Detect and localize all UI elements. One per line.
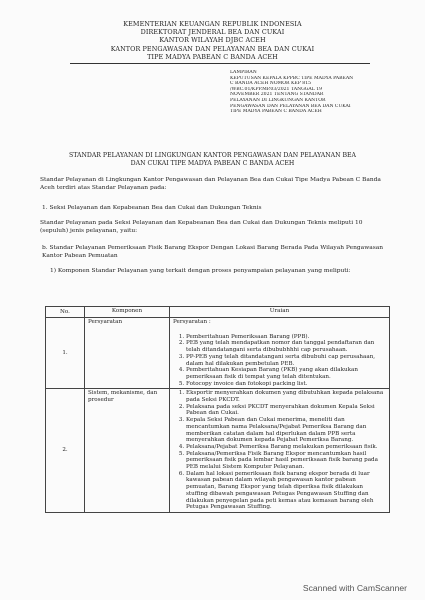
subsection-item: 1) Komponen Standar Pelayanan yang terkait dengan proses penyampaian pelayanan yang meliputi: <box>50 268 351 274</box>
letterhead <box>0 20 425 61</box>
lampiran-line: TIPE MADYA PABEAN C BANDA ACEH <box>230 109 322 115</box>
letterhead-line: KEMENTERIAN KEUANGAN REPUBLIK INDONESIA <box>123 20 302 28</box>
document-title <box>40 152 385 168</box>
lampiran-line: PENGAWASAN DAN PELAYANAN BEA DAN CUKAI <box>230 103 351 109</box>
list-item: 4. Pelaksana/Pejabat Pemeriksa Barang melakukan pemeriksaan fisik. <box>186 444 386 451</box>
row-uraian <box>170 389 390 513</box>
section-heading: 1. Seksi Pelayanan dan Kepabeanan Bea dan Cukai dan Dukungan Teknis <box>42 205 262 211</box>
list-item: 3. PP-PEB yang telah ditandatangani serta dibubuhi cap perusahaan, dalam hal dilakukan pembetulan PEB. <box>186 354 386 367</box>
table-header-row <box>46 307 390 318</box>
list-item: 2. PEB yang telah mendapatkan nomor dan tanggal pendaftaran dan telah ditandatangani serta dibububhhhi cap perusahaan. <box>186 340 386 353</box>
row-uraian <box>170 318 390 389</box>
title-line: DAN CUKAI TIPE MADYA PABEAN C BANDA ACEH <box>130 160 295 167</box>
letterhead-line: TIPE MADYA PABEAN C BANDA ACEH <box>147 52 278 61</box>
lampiran-line: LAMPIRAN <box>230 70 257 75</box>
list-item: 4. Pemberitahuan Kesiapan Barang (PKB) yang akan dilakukan pemeriksaan fisik di tempat yang telah ditentukan. <box>186 367 386 380</box>
list-item: 2. Pelaksana pada seksi PKCDT menyerahkan dokumen Kepala Seksi Pabean dan Cukai. <box>186 404 386 417</box>
row-komponen: Sistem, mekanisme, dan prosedur <box>85 389 170 513</box>
letterhead-divider <box>70 63 370 64</box>
subsection-heading: b. Standar Pelayanan Pemeriksaan Fisik Barang Ekspor Dengan Lokasi Barang Berada Pada Wilayah Pengawasan Kantor Pabean Pemuatan <box>42 245 384 259</box>
standard-table <box>45 306 390 513</box>
lampiran-line: KEPUTUSAN KEPALA KPPBC TIPE MADYA PABEAN <box>230 75 354 81</box>
row-no: 1. <box>46 318 85 389</box>
letterhead-line: KANTOR PENGAWASAN DAN PELAYANAN BEA DAN CUKAI <box>110 44 315 53</box>
list-item: 5. Pelaksana/Pemeriksa Fisik Barang Ekspor mencantumkan hasil pemeriksaan fisik pada lembar hasil pemeriksaan fisik barang pada PEB melalui Sistem Komputer Pelayanan. <box>186 451 386 471</box>
letterhead-line: DIREKTORAT JENDERAL BEA DAN CUKAI <box>140 28 285 37</box>
scanner-watermark: Scanned with CamScanner <box>302 583 407 593</box>
uraian-heading: Persyaratan : <box>173 319 211 325</box>
table-row <box>46 389 390 513</box>
row-no: 2. <box>46 389 85 513</box>
list-item: 1. Pemberitahuan Pemeriksaan Barang (PPB). <box>186 334 386 341</box>
table-row <box>46 318 390 389</box>
section-paragraph: Standar Pelayanan pada Seksi Pelayanan dan Kepabeanan Bea dan Cukai dan Dukungan Teknis meliputi 10 (sepuluh) jenis pelayanan, yaitu: <box>40 220 363 234</box>
list-item: 3. Kepala Seksi Pabean dan Cukai menerima, meneliti dan mencantumkan nama Pelaksana/Pejabat Pemeriksa Barang dan memberikan catatan dalam hal diperlukan dalam PPB serta menyerahkan dokumen kepada Pejabat Pemeriksa Barang. <box>186 417 386 444</box>
uraian-list <box>173 390 386 511</box>
header-komponen: Komponen <box>85 307 170 318</box>
lampiran-line: C BANDA ACEH NOMOR KEP 815 <box>230 81 312 87</box>
lampiran-line: /WBC.01/KPP.MP.03/2021 TANGGAL 19 <box>230 86 323 92</box>
list-item: 1. Eksportir menyerahkan dokumen yang dibutuhkan kepada pelaksana pada Seksi PKCDT. <box>186 390 386 403</box>
list-item: 5. Fotocopy invoice dan fotokopi packing list. <box>186 381 386 388</box>
list-item: 6. Dalam hal lokasi pemeriksaan fisik barang ekspor berada di luar kawasan pabean dalam wilayah pengawasan kantor pabean pemuatan, Barang Ekspor yang telah diperiksa fisik dilakukan stuffing dibawah pengawasan Petugas Pengawasan Stuffing dan dilakukan penyegelan pada peti kemas atau kemasan barang oleh Petugas Pengawasan Stuffing. <box>186 471 386 511</box>
row-komponen: Persyaratan <box>85 318 170 389</box>
intro-paragraph: Standar Pelayanan di Lingkungan Kantor Pengawasan dan Pelayanan Bea dan Cukai Tipe Madya Pabean C Banda Aceh terdiri atas Standar Pelayanan pada: <box>40 177 381 191</box>
lampiran-block <box>230 70 400 115</box>
title-line: STANDAR PELAYANAN DI LINGKUNGAN KANTOR PENGAWASAN DAN PELAYANAN BEA <box>68 152 357 159</box>
letterhead-line: KANTOR WILAYAH DJBC ACEH <box>159 36 266 45</box>
lampiran-line: NOVEMBER 2021 TENTANG STANDAR <box>230 92 324 98</box>
header-uraian: Uraian <box>170 307 390 318</box>
lampiran-line: PELAYANAN DI LINGKUNGAN KANTOR <box>230 97 326 103</box>
uraian-list <box>173 334 386 388</box>
header-no: No. <box>46 307 85 318</box>
